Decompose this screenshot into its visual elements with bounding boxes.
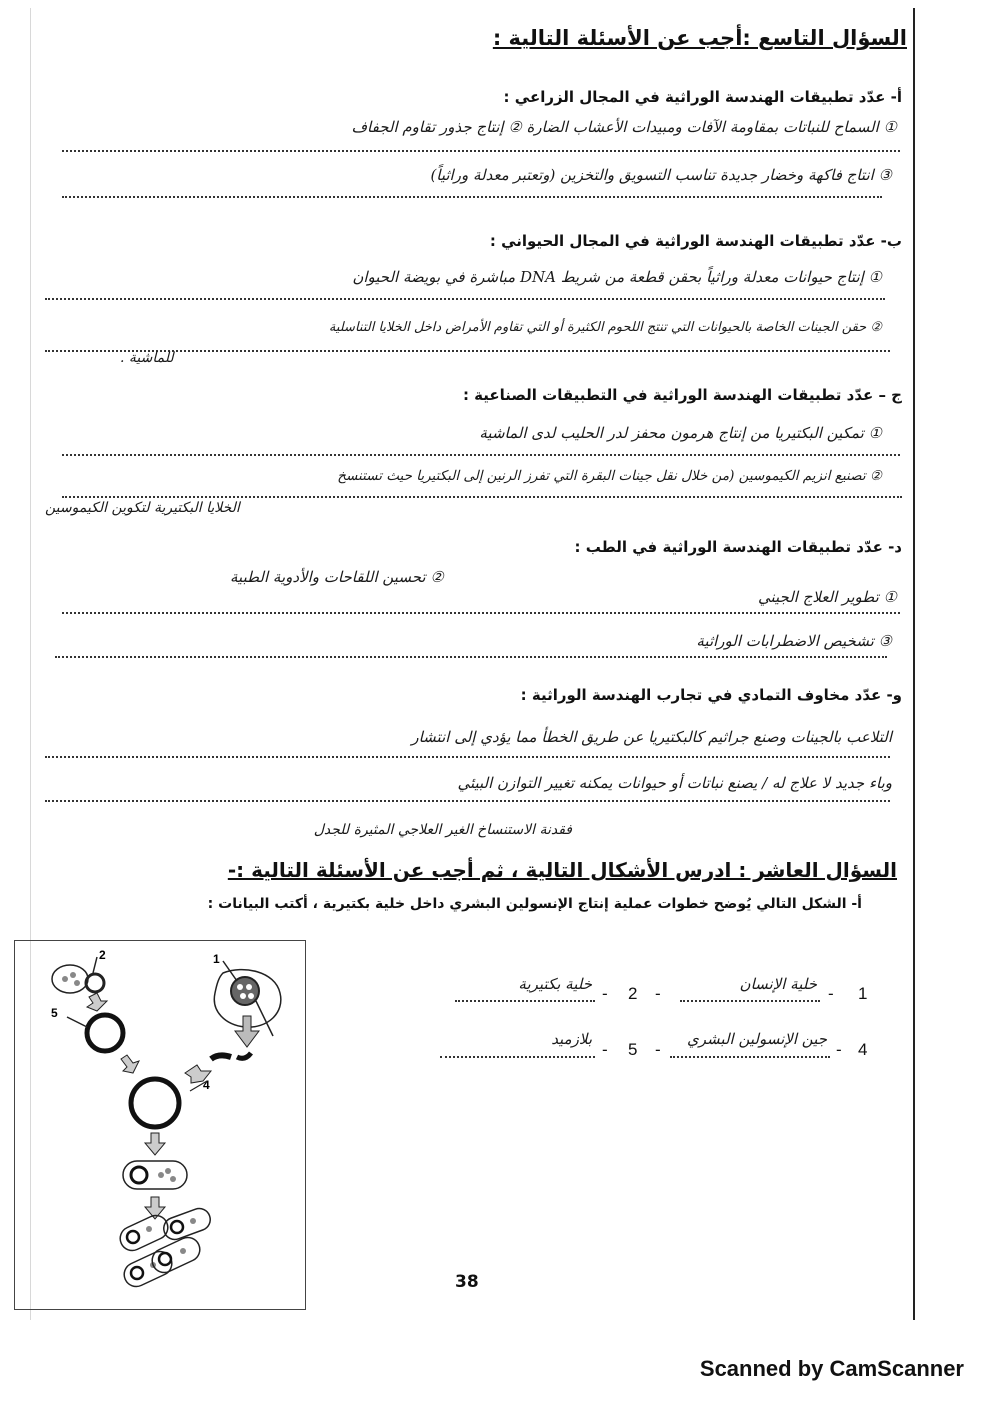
blank-answer-5: بلازميد xyxy=(551,1030,592,1048)
q9-a-answer-2: ③ انتاج فاكهة وخضار جديدة تناسب التسويق والتخزين (وتعتبر معدلة وراثياً) xyxy=(430,166,892,184)
q9-c-answer-3: الخلايا البكتيرية لتكوين الكيموسين xyxy=(45,500,240,516)
bacteria-colony xyxy=(116,1205,213,1290)
q9-e-label: و- عدّد مخاوف التمادي في تجارب الهندسة الوراثية : xyxy=(520,686,902,704)
q9-a-answer-1: ① السماح للنباتات بمقاومة الآفات ومبيدات الأعشاب الضارة ② إنتاج جذور تقاوم الجفاف xyxy=(351,118,897,136)
q9-d-answer-1: ① تطوير العلاج الجيني xyxy=(757,588,897,606)
answer-line xyxy=(45,800,890,802)
answer-line xyxy=(440,1056,595,1058)
figure-label-4: 4 xyxy=(203,1078,210,1092)
answer-line xyxy=(62,496,902,498)
q9-d-answer-3: ③ تشخيص الاضطرابات الوراثية xyxy=(696,632,892,650)
answer-line xyxy=(45,298,885,300)
dash: - xyxy=(828,984,834,1003)
answer-line xyxy=(670,1056,830,1058)
q9-b-answer-3: للماشية . xyxy=(120,350,174,366)
blank-number-5: 5 xyxy=(628,1040,638,1059)
dash: - xyxy=(602,984,608,1003)
dash: - xyxy=(836,1040,842,1059)
answer-line xyxy=(455,1000,595,1002)
q9-b-label: ب- عدّد تطبيقات الهندسة الوراثية في المجال الحيواني : xyxy=(489,232,902,250)
blank-answer-1: خلية الإنسان xyxy=(739,975,817,993)
q9-c-answer-2: ② تصنيع انزيم الكيموسين (من خلال نقل جينات البقرة التي تفرز الرنين إلى البكتيريا حيث تستنسخ xyxy=(337,468,882,484)
q9-a-label: أ- عدّد تطبيقات الهندسة الوراثية في المجال الزراعي : xyxy=(503,88,902,106)
q9-c-label: ج – عدّد تطبيقات الهندسة الوراثية في التطبيقات الصناعية : xyxy=(462,386,902,404)
q9-d-label: د- عدّد تطبيقات الهندسة الوراثية في الطب : xyxy=(574,538,902,556)
plasmid xyxy=(87,1015,123,1051)
nucleus xyxy=(231,977,259,1005)
blank-answer-2: خلية بكتيرية xyxy=(518,975,592,993)
answer-line xyxy=(62,454,900,456)
q9-b-answer-1: ① إنتاج حيوانات معدلة وراثياً بحقن قطعة من شريط DNA مباشرة في بويضة الحيوان xyxy=(352,268,882,286)
answer-line xyxy=(680,1000,820,1002)
insulin-production-figure xyxy=(14,940,306,1310)
q9-e-answer-3: فقدنة الاستنساخ الغير العلاجي المثيرة للجدل xyxy=(313,822,572,838)
answer-line xyxy=(62,612,900,614)
figure-label-2: 2 xyxy=(99,948,106,962)
dash: - xyxy=(602,1040,608,1059)
dash: - xyxy=(655,984,661,1003)
answer-line xyxy=(62,196,882,198)
plasmid-small xyxy=(86,974,104,992)
answer-line xyxy=(45,756,890,758)
blank-number-2: 2 xyxy=(628,984,638,1003)
q10-a-label: أ- الشكل التالي يُوضح خطوات عملية إنتاج الإنسولين البشري داخل خلية بكتيرية ، أكتب البيانات : xyxy=(207,896,862,912)
question-10-title: السؤال العاشر : ادرس الأشكال التالية ، ثم أجب عن الأسئلة التالية :- xyxy=(227,858,897,882)
figure-label-5: 5 xyxy=(51,1006,58,1020)
dash: - xyxy=(655,1040,661,1059)
transformed-bacterium xyxy=(123,1161,187,1189)
q9-e-answer-2: وباء جديد لا علاج له / يصنع نباتات أو حيوانات يمكنه تغيير التوازن البيئي xyxy=(457,774,892,792)
recombinant-plasmid xyxy=(131,1079,179,1127)
q9-c-answer-1: ① تمكين البكتيريا من إنتاج هرمون محفز لدر الحليب لدى الماشية xyxy=(479,424,882,442)
blank-answer-4: جين الإنسولين البشري xyxy=(687,1030,827,1048)
blank-number-4: 4 xyxy=(858,1040,868,1059)
question-9-title: السؤال التاسع :أجب عن الأسئلة التالية : xyxy=(492,26,907,50)
q9-d-answer-2: ② تحسين اللقاحات والأدوية الطبية xyxy=(230,568,444,586)
scanner-watermark: Scanned by CamScanner xyxy=(699,1356,964,1381)
page-number: 38 xyxy=(455,1272,479,1292)
answer-line xyxy=(62,150,900,152)
figure-label-1: 1 xyxy=(213,952,220,966)
q9-e-answer-1: التلاعب بالجينات وصنع جراثيم كالبكتيريا عن طريق الخطأ مما يؤدي إلى انتشار xyxy=(411,728,892,746)
q9-b-answer-2: ② حقن الجينات الخاصة بالحيوانات التي تنتج اللحوم الكثيرة أو التي تقاوم الأمراض داخل الخلايا التناسلية xyxy=(328,320,882,335)
bacterium xyxy=(52,965,88,993)
answer-line xyxy=(55,656,887,658)
blank-number-1: 1 xyxy=(858,984,868,1003)
